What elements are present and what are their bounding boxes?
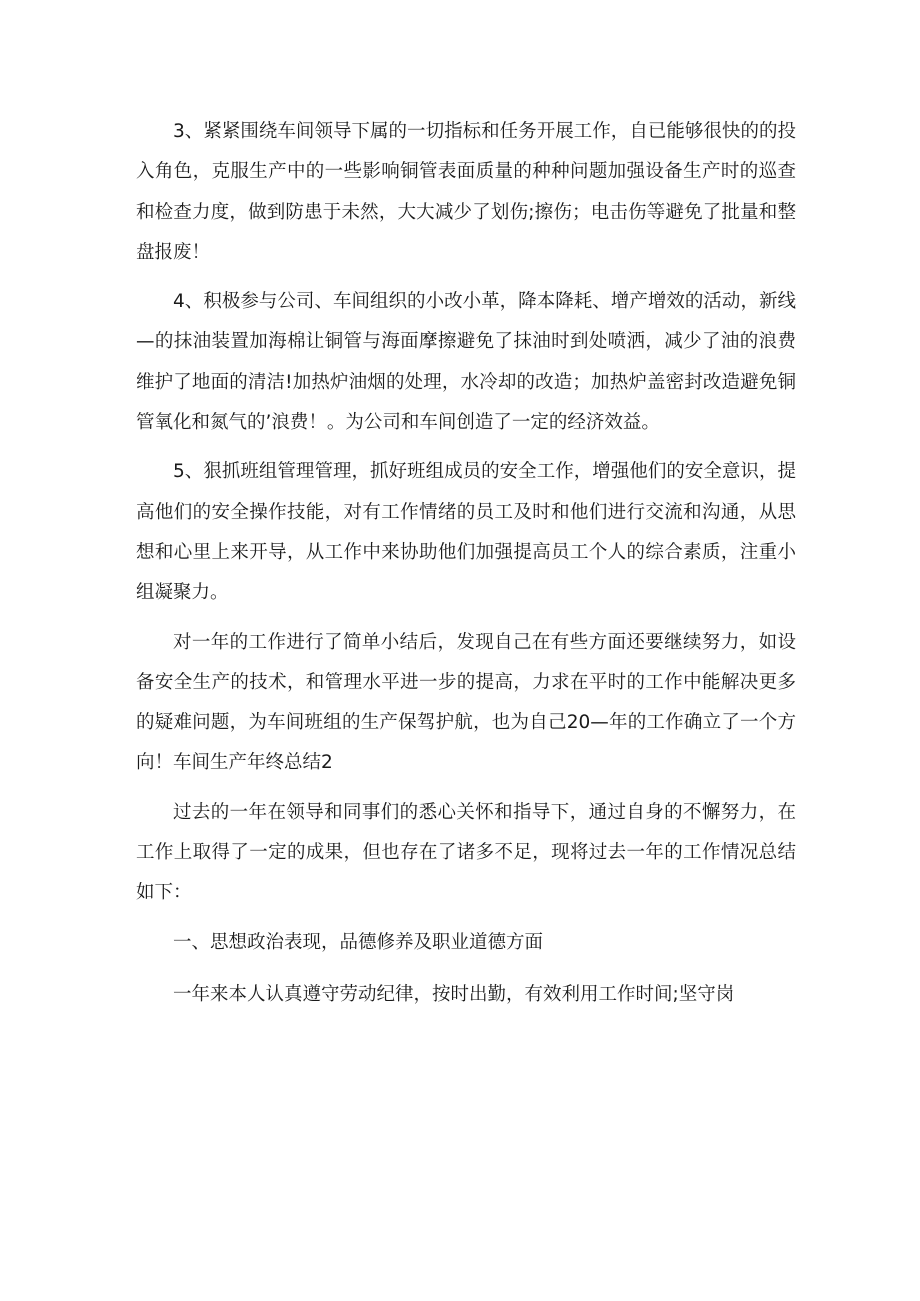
paragraph-summary: 对一年的工作进行了简单小结后，发现自己在有些方面还要继续努力，如设备安全生产的技术，和管理水平进一步的提高，力求在平时的工作中能解决更多的疑难问题，为车间班组的生产保驾护航，也为自己20—年的工作确立了一个方向！车间生产年终总结2 (136, 631, 796, 774)
paragraph-item-4: 4、积极参与公司、车间组织的小改小革，降本降耗、增产增效的活动，新线—的抹油装置加海棉让铜管与海面摩擦避免了抹油时到处喷洒，减少了油的浪费维护了地面的清洁!加热炉油烟的处理，水冷却的改造；加热炉盖密封改造避免铜管氧化和氮气的’浪费！。为公司和车间创造了一定的经济效益。 (136, 291, 796, 434)
paragraph-intro: 过去的一年在领导和同事们的悉心关怀和指导下，通过自身的不懈努力，在工作上取得了一定的成果，但也存在了诸多不足，现将过去一年的工作情况总结如下： (136, 801, 796, 904)
paragraph-item-3: 3、紧紧围绕车间领导下属的一切指标和任务开展工作，自已能够很快的的投入角色，克服生产中的一些影响铜管表面质量的种种问题加强设备生产时的巡查和检查力度，做到防患于未然，大大减少了划伤;擦伤；电击伤等避免了批量和整盘报废！ (136, 121, 796, 263)
paragraph-item-5: 5、狠抓班组管理管理，抓好班组成员的安全工作，增强他们的安全意识，提高他们的安全操作技能，对有工作情绪的员工及时和他们进行交流和沟通，从思想和心里上来开导，从工作中来协助他们加强提高员工个人的综合素质，注重小组凝聚力。 (136, 461, 796, 604)
document-body (136, 112, 796, 1015)
paragraph-section-1-start: 一年来本人认真遵守劳动纪律，按时出勤，有效利用工作时间;坚守岗 (173, 983, 735, 1005)
section-heading-1: 一、思想政治表现，品德修养及职业道德方面 (173, 931, 544, 953)
